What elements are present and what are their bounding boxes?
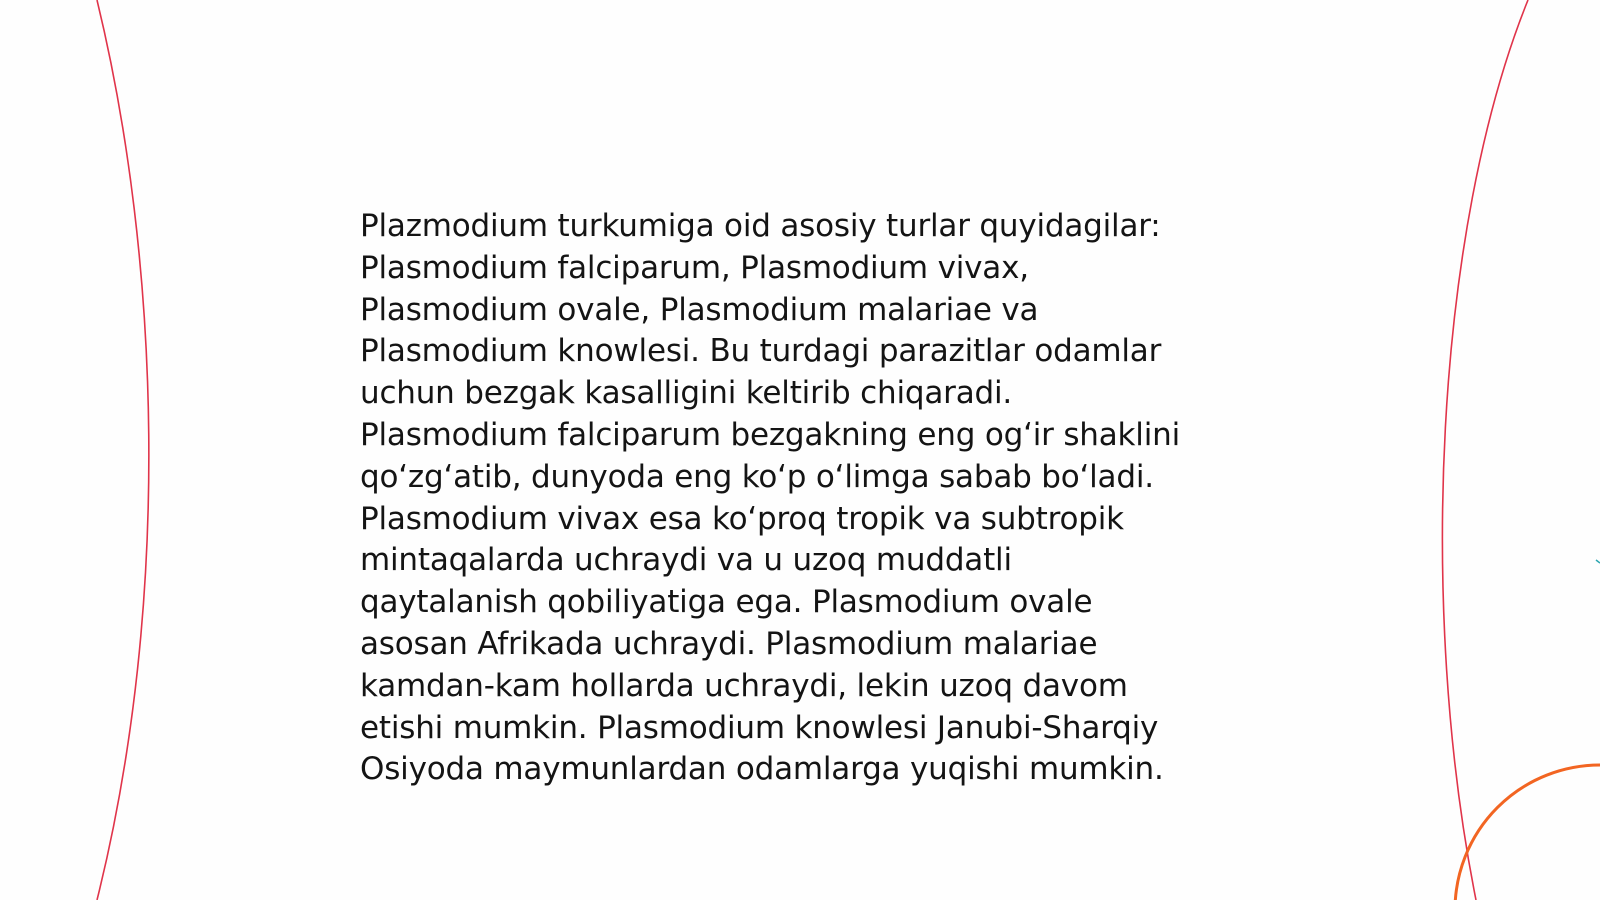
- paragraph-line: Osiyoda maymunlardan odamlarga yuqishi mumkin.: [360, 751, 1164, 788]
- right-curve-line: [1442, 0, 1528, 900]
- orange-arc: [1455, 765, 1600, 900]
- paragraph-line: uchun bezgak kasalligini keltirib chiqaradi.: [360, 375, 1013, 412]
- teal-accent-mark: [1596, 560, 1600, 563]
- body-paragraph: [360, 206, 1260, 791]
- paragraph-line: qaytalanish qobiliyatiga ega. Plasmodium ovale: [360, 584, 1093, 621]
- paragraph-line: qo‘zg‘atib, dunyoda eng ko‘p o‘limga sabab bo‘ladi.: [360, 458, 1154, 495]
- paragraph-line: Plasmodium knowlesi. Bu turdagi parazitlar odamlar: [360, 333, 1162, 370]
- paragraph-line: etishi mumkin. Plasmodium knowlesi Janubi-Sharqiy: [360, 709, 1159, 746]
- paragraph-line: Plasmodium falciparum, Plasmodium vivax,: [360, 249, 1029, 286]
- paragraph-line: Plasmodium ovale, Plasmodium malariae va: [360, 291, 1039, 328]
- paragraph-line: Plasmodium vivax esa ko‘proq tropik va subtropik: [360, 500, 1124, 537]
- paragraph-line: Plazmodium turkumiga oid asosiy turlar quyidagilar:: [360, 208, 1161, 244]
- left-curve-line: [97, 0, 149, 900]
- paragraph-line: asosan Afrikada uchraydi. Plasmodium malariae: [360, 625, 1098, 662]
- paragraph-line: kamdan-kam hollarda uchraydi, lekin uzoq davom: [360, 667, 1128, 704]
- paragraph-line: Plasmodium falciparum bezgakning eng og‘ir shaklini: [360, 416, 1180, 453]
- paragraph-line: mintaqalarda uchraydi va u uzoq muddatli: [360, 542, 1012, 579]
